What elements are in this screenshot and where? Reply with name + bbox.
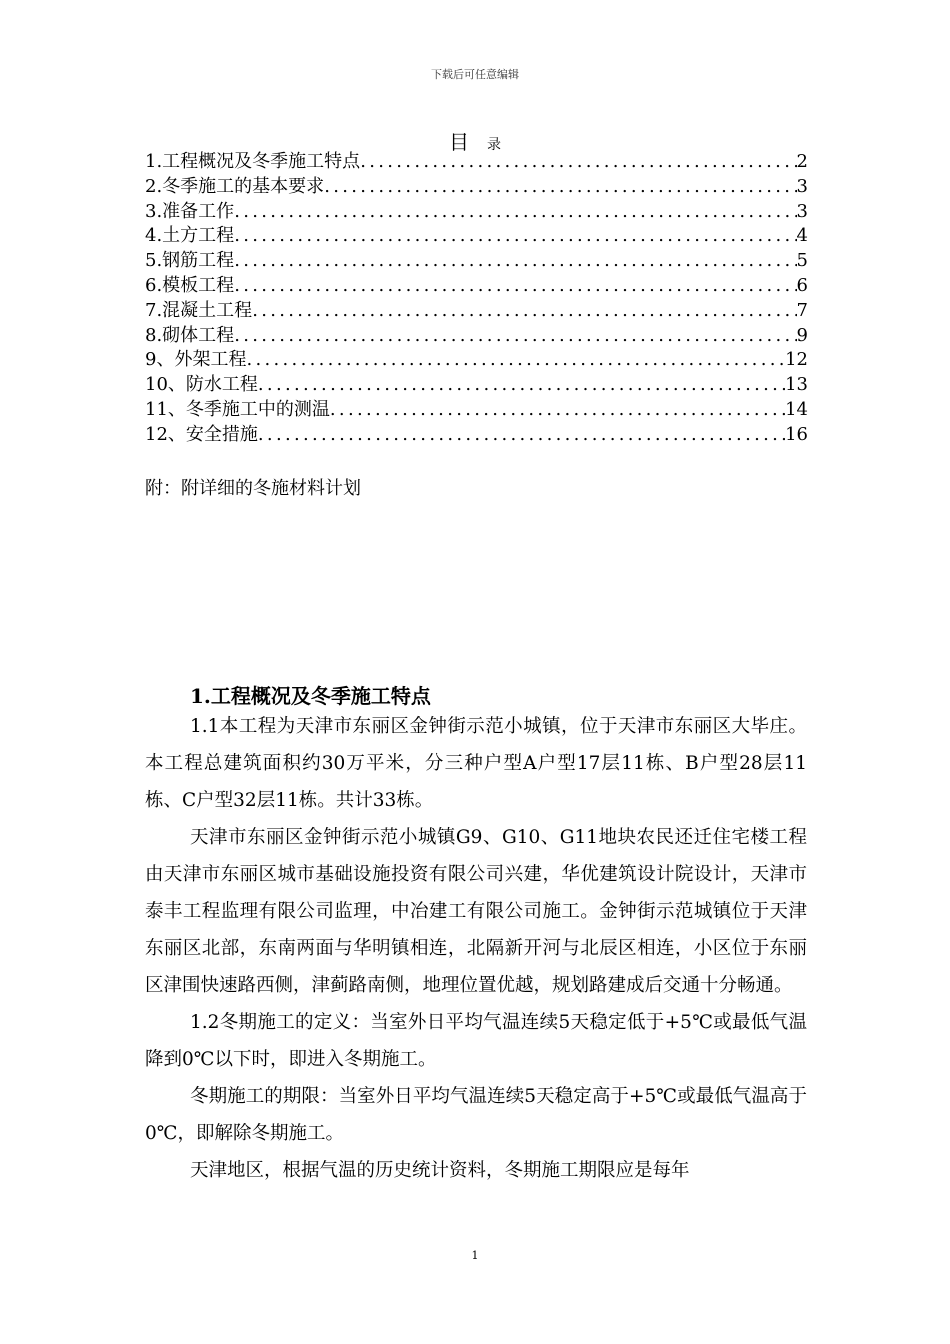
body-paragraph: 1.2冬期施工的定义：当室外日平均气温连续5天稳定低于+5℃或最低气温降到0℃以下时，即进入冬期施工。 xyxy=(145,1012,807,1070)
toc-entry-page: 3 xyxy=(796,200,808,222)
toc-entry-label: 2.冬季施工的基本要求 xyxy=(145,175,325,197)
toc-entry-label: 8.砌体工程 xyxy=(145,324,235,346)
toc-entry[interactable] xyxy=(145,274,808,299)
toc-leader-dots xyxy=(234,249,796,274)
toc-entry-label: 6.模板工程 xyxy=(145,274,235,296)
toc-entry-page: 12 xyxy=(785,349,808,371)
section-body xyxy=(145,708,807,1189)
body-paragraph: 冬期施工的期限：当室外日平均气温连续5天稳定高于+5℃或最低气温高于0℃，即解除冬期施工。 xyxy=(145,1086,807,1144)
toc-entry[interactable] xyxy=(145,324,808,349)
page-number: 1 xyxy=(471,1249,479,1262)
toc-entry-page: 4 xyxy=(796,225,808,247)
toc-entry-label: 10、防水工程 xyxy=(145,374,258,396)
toc-entry-label: 4.土方工程 xyxy=(145,225,235,247)
toc-entry[interactable] xyxy=(145,150,808,175)
toc-leader-dots xyxy=(360,150,796,175)
body-paragraph: 天津市东丽区金钟街示范小城镇G9、G10、G11地块农民还迁住宅楼工程由天津市东丽区城市基础设施投资有限公司兴建，华优建筑设计院设计，天津市泰丰工程监理有限公司监理，中冶建工有限公司施工。金钟街示范城镇位于天津东丽区北部，东南两面与华明镇相连，北隔新开河与北辰区相连，小区位于东丽区津围快速路西侧，津蓟路南侧，地理位置优越，规划路建成后交通十分畅通。 xyxy=(145,827,807,996)
toc-entry[interactable] xyxy=(145,348,808,373)
toc-entry-label: 1.工程概况及冬季施工特点 xyxy=(145,151,361,172)
toc-leader-dots xyxy=(258,423,785,448)
toc-entry-label: 12、安全措施 xyxy=(145,423,258,445)
toc-leader-dots xyxy=(252,299,796,324)
section-heading: 1.工程概况及冬季施工特点 xyxy=(190,684,431,708)
toc-title-suffix: 录 xyxy=(487,137,501,153)
toc-entry[interactable] xyxy=(145,423,808,448)
table-of-contents xyxy=(145,150,808,448)
toc-entry[interactable] xyxy=(145,373,808,398)
toc-leader-dots xyxy=(324,175,796,200)
body-paragraph: 1.1本工程为天津市东丽区金钟街示范小城镇，位于天津市东丽区大毕庄。本工程总建筑面积约30万平米，分三种户型A户型17层11栋、B户型28层11栋、C户型32层11栋。共计33栋。 xyxy=(145,716,807,811)
body-paragraph: 天津地区，根据气温的历史统计资料，冬期施工期限应是每年 xyxy=(190,1160,690,1181)
header-note: 下载后可任意编辑 xyxy=(431,68,519,81)
toc-entry[interactable] xyxy=(145,224,808,249)
toc-entry[interactable] xyxy=(145,398,808,423)
toc-leader-dots xyxy=(330,398,785,423)
toc-entry-page: 2 xyxy=(796,151,808,172)
toc-leader-dots xyxy=(234,224,796,249)
toc-entry-page: 14 xyxy=(785,398,808,420)
toc-entry-page: 16 xyxy=(785,423,808,445)
toc-entry[interactable] xyxy=(145,175,808,200)
toc-leader-dots xyxy=(234,324,796,349)
toc-entry-label: 3.准备工作 xyxy=(145,200,235,222)
toc-entry-page: 3 xyxy=(796,175,808,197)
toc-entry-label: 11、冬季施工中的测温 xyxy=(145,398,330,420)
toc-entry-page: 9 xyxy=(796,324,808,346)
toc-entry-page: 6 xyxy=(796,274,808,296)
toc-entry[interactable] xyxy=(145,249,808,274)
toc-entry-label: 7.混凝土工程 xyxy=(145,299,253,321)
toc-entry-label: 9、外架工程 xyxy=(145,349,247,371)
toc-entry-page: 5 xyxy=(796,250,808,272)
toc-entry-page: 7 xyxy=(796,299,808,321)
toc-entry[interactable] xyxy=(145,200,808,225)
toc-entry[interactable] xyxy=(145,299,808,324)
toc-title-main: 目 xyxy=(449,130,469,154)
toc-entry-label: 5.钢筋工程 xyxy=(145,250,235,272)
appendix-note: 附：附详细的冬施材料计划 xyxy=(145,478,361,499)
toc-leader-dots xyxy=(234,200,796,225)
toc-leader-dots xyxy=(246,348,785,373)
toc-leader-dots xyxy=(258,373,785,398)
toc-leader-dots xyxy=(234,274,796,299)
toc-entry-page: 13 xyxy=(785,374,808,396)
